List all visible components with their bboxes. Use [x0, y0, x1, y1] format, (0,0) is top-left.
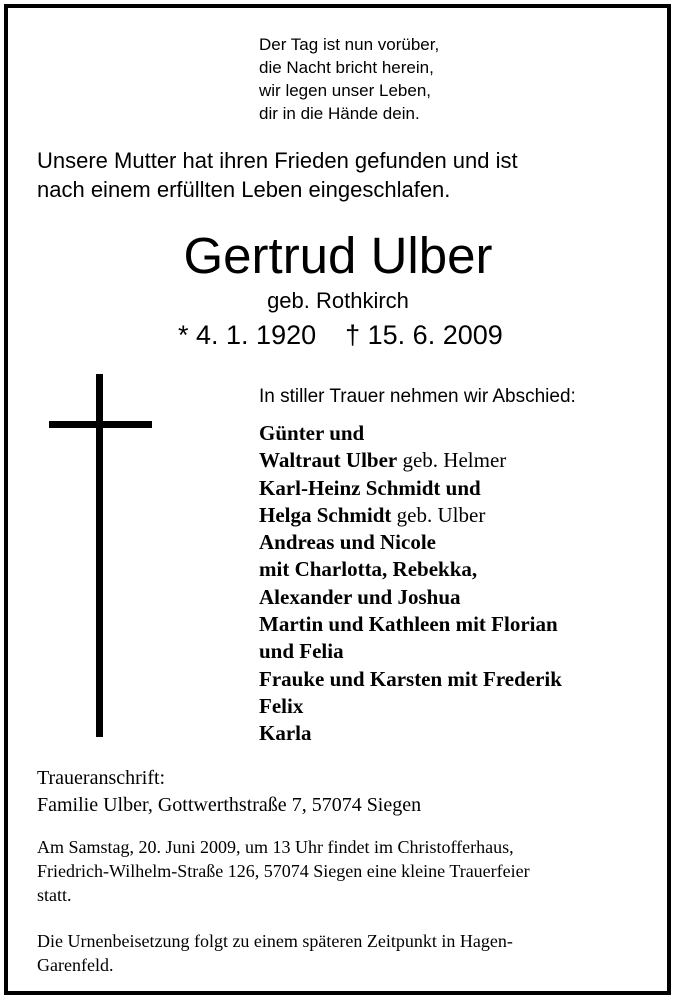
mourner-line [259, 584, 562, 611]
life-dates [178, 318, 503, 352]
mourner-name: Felix [259, 693, 304, 718]
mourner-name: Martin und Kathleen mit Florian [259, 612, 558, 637]
ceremony-line: Am Samstag, 20. Juni 2009, um 13 Uhr findet im Christofferhaus, [37, 837, 514, 857]
urn-line: Garenfeld. [37, 955, 114, 975]
cross-icon-bar [49, 421, 152, 428]
mourner-name: Andreas und Nicole [259, 530, 436, 555]
mourner-line [259, 720, 562, 747]
poem [259, 33, 439, 125]
mourner-name: Alexander und Joshua [259, 584, 461, 609]
mourner-name: Karla [259, 721, 312, 746]
ceremony-line: statt. [37, 885, 72, 905]
mourner-name: Karl-Heinz Schmidt und [259, 475, 481, 500]
mourner-name: mit Charlotta, Rebekka, [259, 557, 478, 582]
poem-line: die Nacht bricht herein, [259, 58, 434, 77]
mourner-line [259, 447, 562, 474]
mourners-list [259, 420, 562, 748]
birth-date: * 4. 1. 1920 [178, 320, 317, 350]
mourner-line [259, 611, 562, 638]
urn-notice [37, 929, 513, 977]
mourner-note: geb. Helmer [397, 448, 507, 473]
death-date: † 15. 6. 2009 [345, 320, 503, 350]
ceremony-notice [37, 835, 637, 907]
intro-line: nach einem erfüllten Leben eingeschlafen. [37, 177, 451, 202]
mourner-line [259, 475, 562, 502]
urn-line: Die Urnenbeisetzung folgt zu einem späteren Zeitpunkt in Hagen- [37, 931, 513, 951]
mourner-line [259, 502, 562, 529]
mourner-name: Waltraut Ulber [259, 448, 398, 473]
mourner-line [259, 420, 562, 447]
mourner-line [259, 556, 562, 583]
address-label: Traueranschrift: [37, 767, 166, 789]
mourner-line [259, 693, 562, 720]
mourner-line [259, 529, 562, 556]
mourner-line [259, 638, 562, 665]
cross-icon [96, 374, 103, 737]
mourner-note: geb. Ulber [391, 502, 486, 527]
deceased-name: Gertrud Ulber [183, 227, 493, 284]
poem-line: dir in die Hände dein. [259, 104, 420, 123]
mourner-name: Frauke und Karsten mit Frederik [259, 666, 562, 691]
intro-text [37, 146, 518, 204]
mourner-line [259, 666, 562, 693]
intro-line: Unsere Mutter hat ihren Frieden gefunden und ist [37, 148, 518, 173]
mourner-name: Helga Schmidt [259, 502, 392, 527]
poem-line: wir legen unser Leben, [259, 81, 432, 100]
farewell-heading: In stiller Trauer nehmen wir Abschied: [259, 386, 576, 407]
mourning-address [37, 765, 421, 819]
mourner-name: und Felia [259, 639, 344, 664]
poem-line: Der Tag ist nun vorüber, [259, 35, 440, 54]
ceremony-line: Friedrich-Wilhelm-Straße 126, 57074 Siegen eine kleine Trauerfeier [37, 861, 530, 881]
mourner-name: Günter und [259, 421, 365, 445]
address-line: Familie Ulber, Gottwerthstraße 7, 57074 Siegen [37, 794, 422, 816]
maiden-name: geb. Rothkirch [267, 288, 409, 313]
